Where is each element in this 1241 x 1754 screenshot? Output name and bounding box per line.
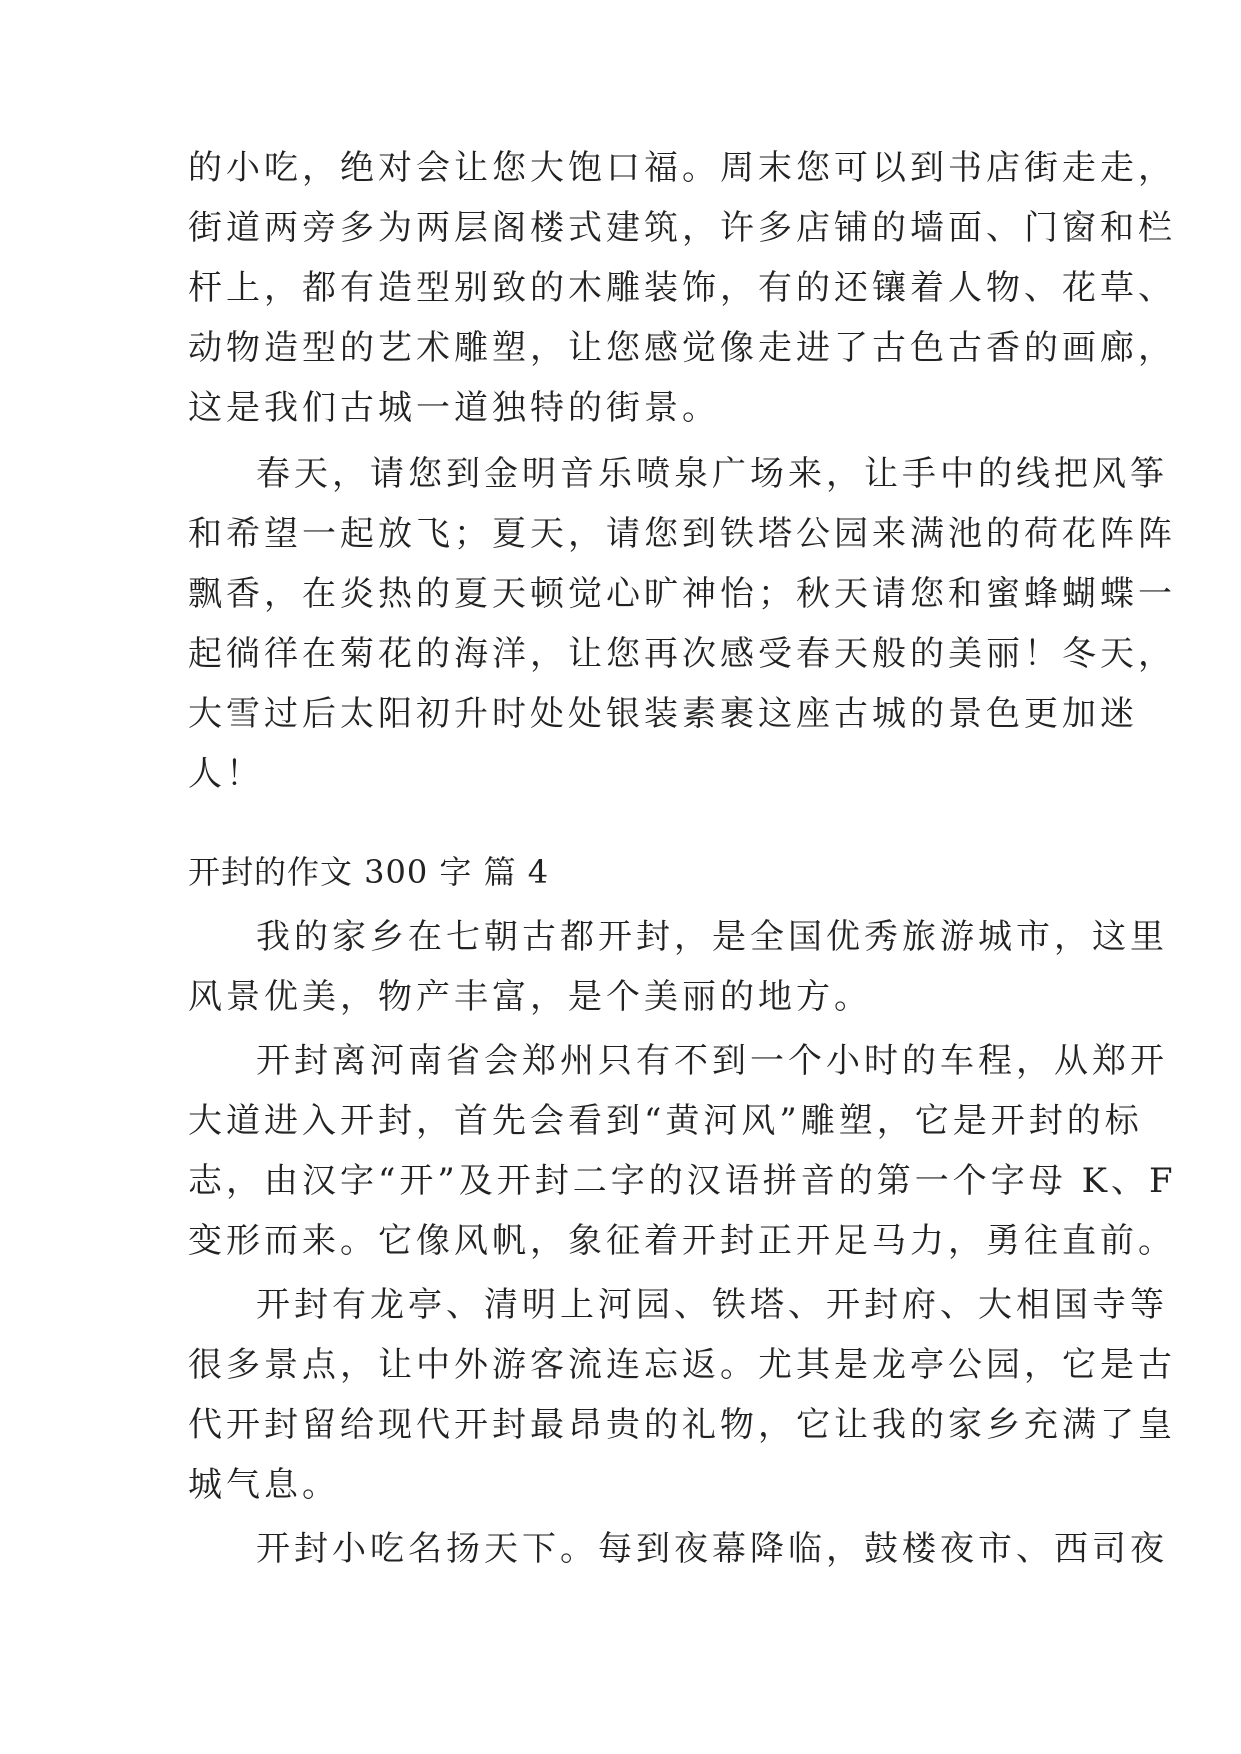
text-line: 很多景点，让中外游客流连忘返。尤其是龙亭公园，它是古 [188,1345,1176,1385]
text-line: 和希望一起放飞；夏天，请您到铁塔公园来满池的荷花阵阵 [188,514,1176,554]
text-line: 开封小吃名扬天下。每到夜幕降临，鼓楼夜市、西司夜 [256,1529,1168,1569]
essay-4-body [188,907,1177,1579]
essay-heading: 开封的作文 300 字 篇 4 [188,853,550,891]
essay-3-continuation [188,138,1176,804]
text-line: 风景优美，物产丰富，是个美丽的地方。 [188,977,872,1017]
text-line: 代开封留给现代开封最昂贵的礼物，它让我的家乡充满了皇 [188,1405,1176,1445]
paragraph [188,1275,1176,1515]
text-line: 春天，请您到金明音乐喷泉广场来，让手中的线把风筝 [256,454,1168,494]
text-line: 城气息。 [188,1465,340,1505]
text-line: 起徜徉在菊花的海洋，让您再次感受春天般的美丽！冬天， [188,634,1176,674]
text-line: 的小吃，绝对会让您大饱口福。周末您可以到书店街走走， [188,148,1176,188]
text-line: 开封有龙亭、清明上河园、铁塔、开封府、大相国寺等 [256,1285,1168,1325]
text-line: 动物造型的艺术雕塑，让您感觉像走进了古色古香的画廊， [188,328,1176,368]
text-line: 志，由汉字“开”及开封二字的汉语拼音的第一个字母 K、F [188,1161,1177,1201]
text-line: 人！ [188,754,264,794]
text-line: 大雪过后太阳初升时处处银装素裹这座古城的景色更加迷 [188,694,1138,734]
text-line: 开封离河南省会郑州只有不到一个小时的车程，从郑开 [256,1041,1168,1081]
text-line: 飘香，在炎热的夏天顿觉心旷神怡；秋天请您和蜜蜂蝴蝶一 [188,574,1176,614]
text-line: 街道两旁多为两层阁楼式建筑，许多店铺的墙面、门窗和栏 [188,208,1176,248]
paragraph [188,444,1176,804]
text-line: 这是我们古城一道独特的街景。 [188,388,720,428]
paragraph [188,138,1176,438]
paragraph [188,907,1168,1027]
text-line: 大道进入开封，首先会看到“黄河风”雕塑，它是开封的标 [188,1101,1143,1141]
paragraph [188,1031,1177,1271]
paragraph [188,1519,1168,1579]
text-line: 杆上，都有造型别致的木雕装饰，有的还镶着人物、花草、 [188,268,1176,308]
text-line: 变形而来。它像风帆，象征着开封正开足马力，勇往直前。 [188,1221,1176,1261]
text-line: 我的家乡在七朝古都开封，是全国优秀旅游城市，这里 [256,917,1168,957]
